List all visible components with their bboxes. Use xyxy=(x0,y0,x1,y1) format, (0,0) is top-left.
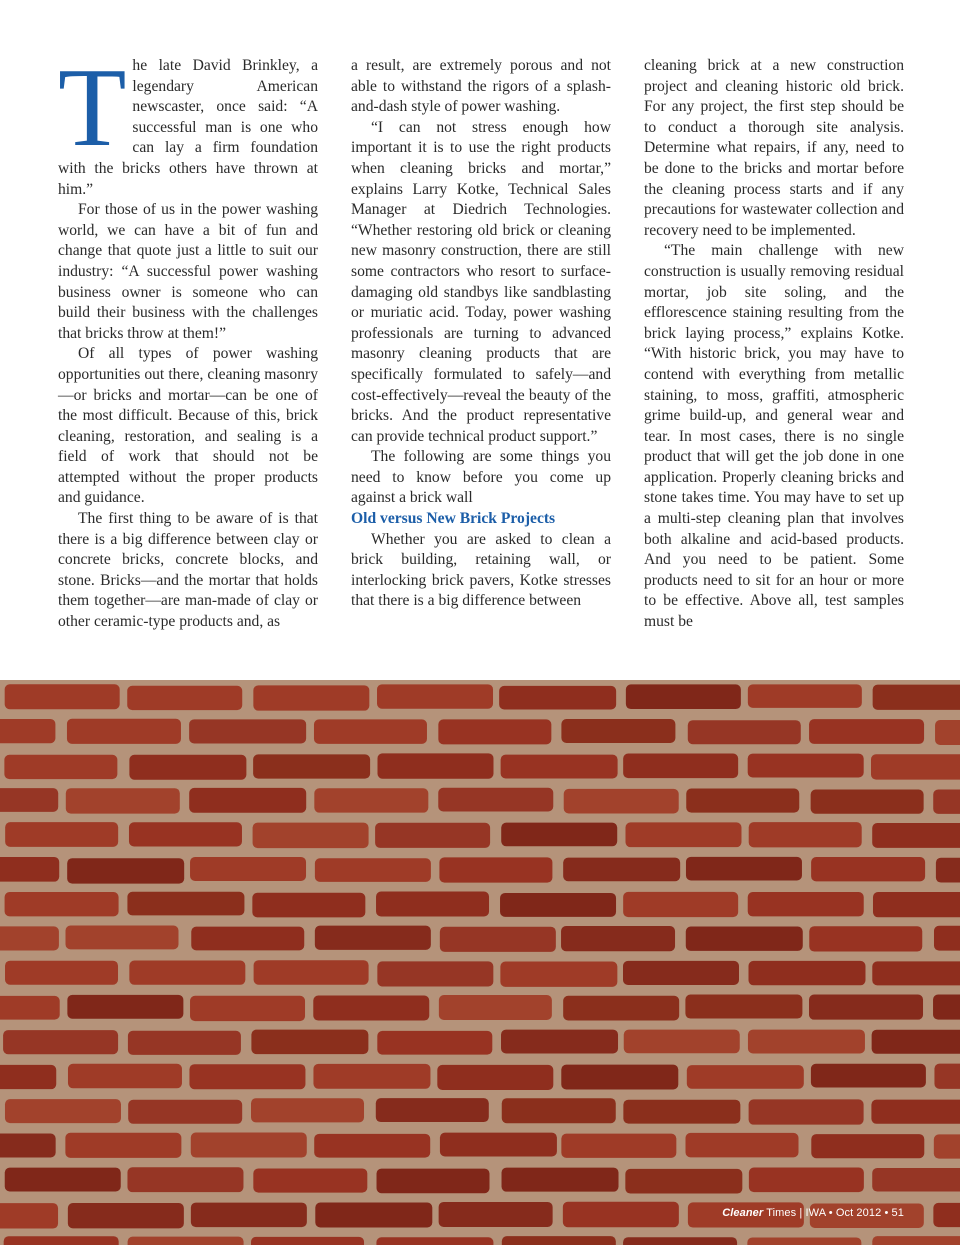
paragraph-8: Whether you are asked to clean a brick building, retaining wall, or interlocking brick pavers, Kotke stresses that there is a big difference between xyxy=(351,530,611,610)
paragraph-2: For those of us in the power washing world, we can have a bit of fun and change that quote just a little to suit our industry: “A successful power washing business owner is someone who can build their business with the challenges that bricks throw at them!” xyxy=(58,201,318,342)
page-footer xyxy=(722,1207,904,1219)
paragraph-5: a result, are extremely porous and not able to withstand the rigors of a splash-and-dash style of power washing. xyxy=(351,57,611,116)
article-column-3 xyxy=(644,56,904,633)
paragraph-10: “The main challenge with new construction is usually removing residual mortar, job site soling, and the efflorescence staining resulting from the brick laying process,” explains Kotke. “With historic brick, you may have to contend with everything from metallic staining, to moss, graffiti, atmospheric grime build-up, and general wear and tear. In most cases, there is no single product that will get the job done in one application. Properly cleaning bricks and stone takes time. You may have to set up a multi-step cleaning plan that involves both alkaline and acid-based products. And you need to be patient. Some products need to sit for an hour or more to be effective. Above all, test samples must be xyxy=(644,242,904,631)
section-subheading: Old versus New Brick Projects xyxy=(351,510,556,528)
paragraph-1 xyxy=(58,46,318,200)
brick-wall-image xyxy=(0,680,960,1245)
paragraph-6: “I can not stress enough how important it is to use the right products when cleaning bricks and mortar,” explains Larry Kotke, Technical Sales Manager at Diedrich Technologies. “Whether restoring old brick or cleaning new masonry construction, there are still some contractors who resort to surface-damaging old standbys like sandblasting or muriatic acid. Today, power washing professionals are turning to advanced masonry cleaning products that are specifically formulated to safely—and cost-effectively—reveal the beauty of the bricks. And the product representative can provide technical product support.” xyxy=(351,118,611,445)
paragraph-3: Of all types of power washing opportunities out there, cleaning masonry—or bricks and mortar—can be one of the most difficult. Because of this, brick cleaning, restoration, and sealing is a field of work that should not be attempted without the proper products and guidance. xyxy=(58,345,318,507)
article-column-1 xyxy=(58,46,318,633)
paragraph-4: The first thing to be aware of is that there is a big difference between clay or concrete bricks, concrete blocks, and stone. Bricks—and the mortar that holds them together—are man-made of clay or other ceramic-type products and, as xyxy=(58,510,318,631)
paragraph-9: cleaning brick at a new construction project and cleaning historic old brick. For any project, the first step should be to conduct a thorough site analysis. Determine what repairs, if any, need to be done to the bricks and mortar before the cleaning process starts and if any precautions for wastewater collection and recovery need to be implemented. xyxy=(644,57,904,239)
article-column-2 xyxy=(351,56,611,612)
footer-brand: Cleaner xyxy=(722,1207,764,1219)
paragraph-7: The following are some things you need to know before you come up against a brick wall xyxy=(351,448,611,507)
brick-wall-graphic xyxy=(0,680,960,1245)
paragraph-1-text: he late David Brinkley, a legendary American newscaster, once said: “A successful man is one who can lay a firm foundation with the bricks others have thrown at him.” xyxy=(58,57,318,198)
drop-cap: T xyxy=(58,46,127,170)
wall-shading xyxy=(0,680,960,1245)
footer-issue-info: Times | IWA • Oct 2012 • 51 xyxy=(766,1207,904,1219)
